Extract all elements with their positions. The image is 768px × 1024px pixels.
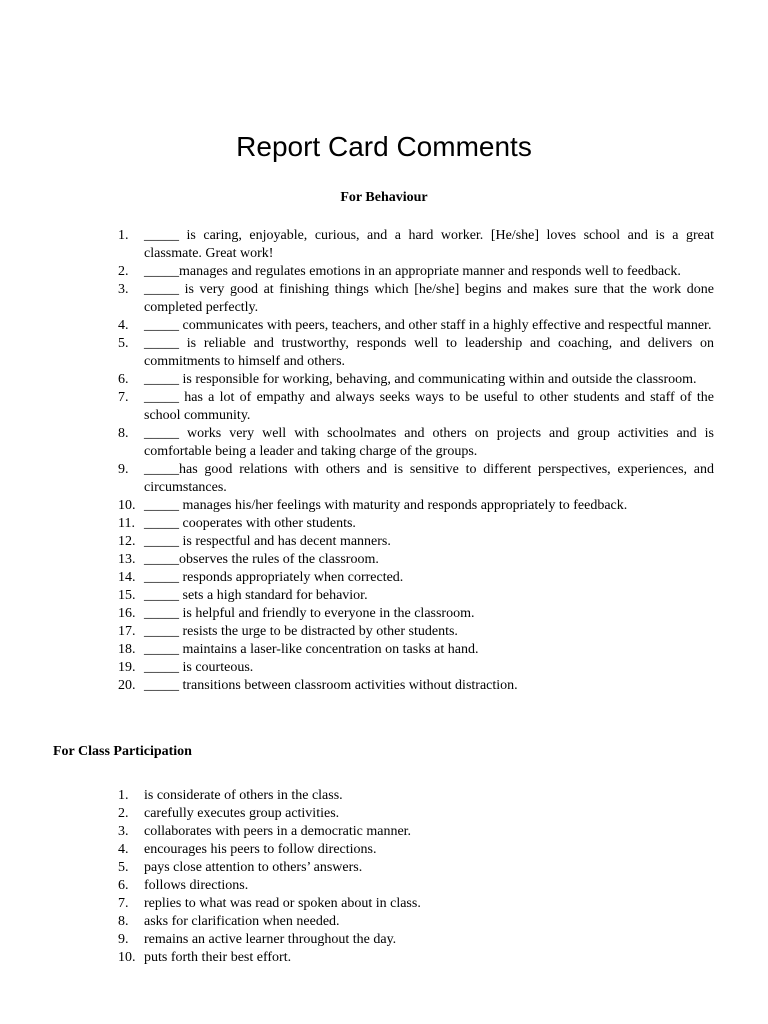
item-number: 6. [118,372,129,387]
item-text: _____ is very good at finishing things which [he/she] begins and makes sure that the work done completed perfectly. [144,282,714,315]
item-text: follows directions. [144,878,249,893]
item-text: remains an active learner throughout the day. [144,932,397,947]
list-item [118,281,714,317]
item-text: pays close attention to others’ answers. [144,860,363,875]
item-number: 9. [118,462,129,477]
list-item [118,587,714,605]
item-text: _____ sets a high standard for behavior. [144,588,368,603]
item-number: 2. [118,264,129,279]
item-number: 9. [118,932,129,947]
item-number: 11. [118,516,135,531]
item-text: _____ is caring, enjoyable, curious, and a hard worker. [He/she] loves school and is a great classmate. Great work! [144,228,714,261]
list-item [118,823,714,841]
behaviour-comment-list [118,227,714,695]
item-text: _____ responds appropriately when corrected. [144,570,404,585]
item-number: 12. [118,534,136,549]
item-number: 3. [118,282,129,297]
list-item [118,623,714,641]
item-number: 19. [118,660,136,675]
item-text: _____ transitions between classroom activities without distraction. [144,678,518,693]
item-number: 3. [118,824,129,839]
item-number: 16. [118,606,136,621]
item-text: _____ maintains a laser-like concentration on tasks at hand. [144,642,479,657]
item-text: _____ is responsible for working, behaving, and communicating within and outside the classroom. [144,372,697,387]
item-number: 5. [118,860,129,875]
item-number: 10. [118,498,136,513]
behaviour-heading: For Behaviour [340,190,428,205]
list-item [118,317,714,335]
list-item [118,533,714,551]
item-number: 20. [118,678,136,693]
item-text: _____manages and regulates emotions in an appropriate manner and responds well to feedback. [144,264,681,279]
item-text: encourages his peers to follow directions. [144,842,377,857]
item-number: 8. [118,426,129,441]
item-text: puts forth their best effort. [144,950,292,965]
item-number: 10. [118,950,136,965]
item-number: 7. [118,896,129,911]
item-text: _____ has a lot of empathy and always seeks ways to be useful to other students and staff of the school community. [144,390,714,423]
list-item [118,841,714,859]
list-item [118,263,714,281]
item-text: _____ manages his/her feelings with maturity and responds appropriately to feedback. [144,498,628,513]
item-text: is considerate of others in the class. [144,788,343,803]
item-text: _____ works very well with schoolmates and others on projects and group activities and is comfortable being a leader and taking charge of the groups. [144,426,714,459]
item-number: 1. [118,788,129,803]
participation-comment-list [118,787,714,967]
item-number: 2. [118,806,129,821]
item-text: _____ communicates with peers, teachers, and other staff in a highly effective and respectful manner. [144,318,712,333]
item-number: 6. [118,878,129,893]
list-item [118,335,714,371]
item-number: 4. [118,318,129,333]
item-text: asks for clarification when needed. [144,914,340,929]
item-text: _____has good relations with others and is sensitive to different perspectives, experiences, and circumstances. [144,462,714,495]
page-title: Report Card Comments [236,131,532,162]
list-item [118,389,714,425]
item-text: _____ is reliable and trustworthy, responds well to leadership and coaching, and delivers on commitments to himself and others. [144,336,714,369]
item-text: collaborates with peers in a democratic manner. [144,824,412,839]
item-text: _____ is helpful and friendly to everyone in the classroom. [144,606,475,621]
item-number: 15. [118,588,136,603]
item-text: _____ is respectful and has decent manners. [144,534,391,549]
list-item [118,659,714,677]
list-item [118,515,714,533]
list-item [118,227,714,263]
list-item [118,859,714,877]
list-item [118,787,714,805]
item-number: 14. [118,570,136,585]
list-item [118,605,714,623]
item-text: _____ cooperates with other students. [144,516,356,531]
list-item [118,895,714,913]
participation-heading: For Class Participation [53,744,192,759]
list-item [118,425,714,461]
item-number: 4. [118,842,129,857]
list-item [118,569,714,587]
item-number: 18. [118,642,136,657]
list-item [118,805,714,823]
list-item [118,913,714,931]
list-item [118,877,714,895]
list-item [118,949,714,967]
list-item [118,461,714,497]
item-number: 5. [118,336,129,351]
item-number: 17. [118,624,136,639]
item-number: 7. [118,390,129,405]
list-item [118,641,714,659]
list-item [118,677,714,695]
item-number: 13. [118,552,136,567]
list-item [118,497,714,515]
item-number: 1. [118,228,129,243]
item-text: replies to what was read or spoken about in class. [144,896,421,911]
list-item [118,371,714,389]
item-text: _____observes the rules of the classroom. [144,552,379,567]
list-item [118,931,714,949]
item-text: carefully executes group activities. [144,806,340,821]
item-number: 8. [118,914,129,929]
item-text: _____ is courteous. [144,660,254,675]
item-text: _____ resists the urge to be distracted by other students. [144,624,458,639]
list-item [118,551,714,569]
